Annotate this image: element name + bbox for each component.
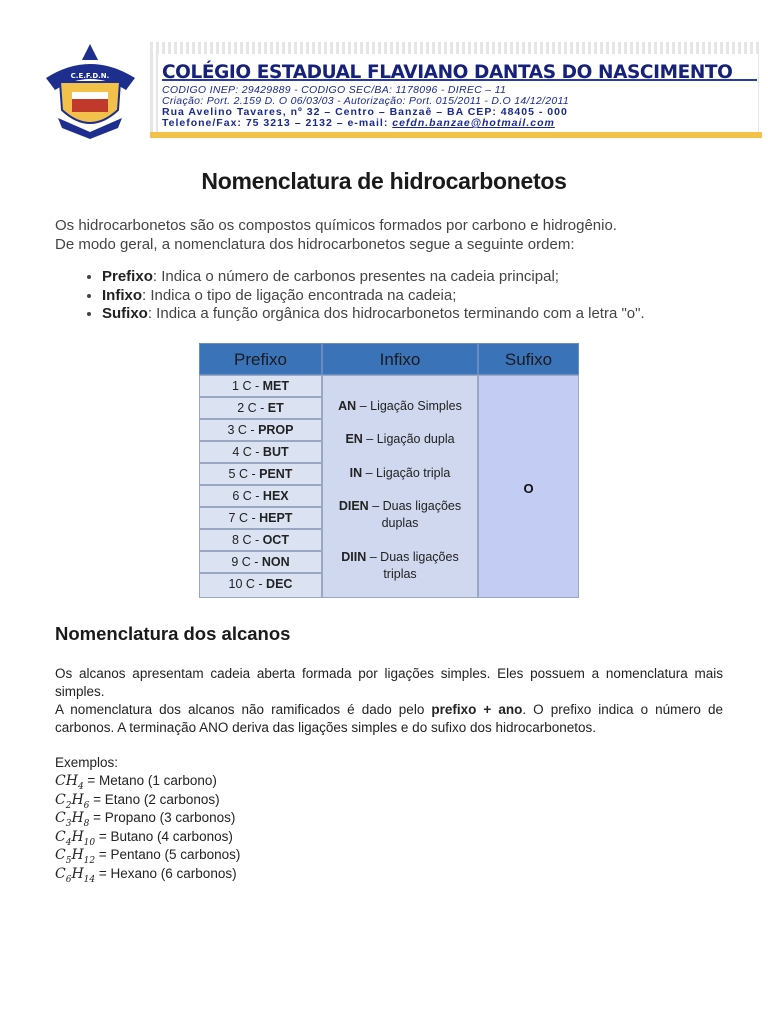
crest-lettering: C.E.F.D.N. <box>70 72 110 80</box>
prefix-cell: 10 C - DEC <box>199 573 322 598</box>
example-item: $C_2H_6 = Etano$ (2 carbonos) <box>55 792 220 811</box>
infix-item: EN – Ligação dupla <box>345 432 455 446</box>
school-header <box>38 40 733 140</box>
example-item: $C_6H_{14}$ = Hexano (6 carbonos) <box>55 866 237 885</box>
example-item: $C_5H_{12} = Pentano$ (5 carbonos) <box>55 847 241 866</box>
header-creation: Criação: Port. 2.159 D. O 06/03/03 - Autorização: Port. 015/2011 - D.O 14/12/2011 <box>162 95 569 107</box>
prefix-cell: 2 C - ET <box>199 397 322 419</box>
example-item: $C_4H_{10} = Butano$ (4 carbonos) <box>55 829 233 848</box>
chemical-formula: $C_5H_{12}$ <box>55 847 96 866</box>
chemical-formula: $C_6H_{14}$ <box>55 866 96 885</box>
suffix-cell: O <box>478 375 579 598</box>
example-item: $CH_4 = Metano$ (1 carbono) <box>55 773 217 792</box>
prefix-cell: 3 C - PROP <box>199 419 322 441</box>
prefix-cell: 4 C - BUT <box>199 441 322 463</box>
infix-item: DIEN – Duas ligações duplas <box>338 499 462 530</box>
header-contact: Telefone/Fax: 75 3213 – 2132 – e-mail: cefdn.banzae@hotmail.com <box>162 117 555 129</box>
header-gold-stripe <box>150 132 762 138</box>
examples-title: Exemplos: <box>55 755 119 770</box>
school-name: COLÉGIO ESTADUAL FLAVIANO DANTAS DO NASCIMENTO <box>162 62 733 83</box>
prefix-cell: 7 C - HEPT <box>199 507 322 529</box>
chemical-formula: $CH_4$ <box>55 773 84 792</box>
intro-paragraph: Os hidrocarbonetos são os compostos químicos formados por carbono e hidrogênio. De modo geral, a nomenclatura dos hidrocarbonetos segue a seguinte ordem: <box>55 217 617 253</box>
prefix-cell: 5 C - PENT <box>199 463 322 485</box>
bullet-sufixo: • Sufixo: Indica a função orgânica dos hidrocarbonetos terminando com a letra "o". <box>102 305 768 324</box>
chemical-formula: $C_3H_8$ <box>55 810 90 829</box>
bullet-infixo: • Infixo: Indica o tipo de ligação encontrada na cadeia; <box>102 287 768 306</box>
nomenclature-table <box>199 343 579 598</box>
infix-item: DIIN – Duas ligações triplas <box>341 550 459 581</box>
header-codes: CODIGO INEP: 29429889 - CODIGO SEC/BA: 1178096 - DIREC – 11 <box>162 84 507 96</box>
chemical-formula: $C_2H_6$ <box>55 792 90 811</box>
infix-item: IN – Ligação tripla <box>349 466 451 480</box>
prefix-cell: 9 C - NON <box>199 551 322 573</box>
example-item: $C_3H_8$ = Propano (3 carbonos) <box>55 810 236 829</box>
infix-column <box>322 375 478 598</box>
email-link[interactable]: cefdn.banzae@hotmail.com <box>392 117 555 129</box>
prefix-cell: 6 C - HEX <box>199 485 322 507</box>
nomenclature-bullets <box>82 268 768 324</box>
alcanos-paragraph-2: A nomenclatura dos alcanos não ramificados é dado pelo prefixo + ano. O prefixo indica o número de carbonos. A terminação ANO deriva das ligações simples e do sufixo dos hidrocarbonetos. <box>55 702 723 735</box>
header-prefixo: Prefixo <box>199 343 322 375</box>
school-crest-logo <box>38 40 143 140</box>
prefix-cell: 8 C - OCT <box>199 529 322 551</box>
section-heading-alcanos: Nomenclatura dos alcanos <box>55 623 291 644</box>
alcanos-paragraph-1: Os alcanos apresentam cadeia aberta formada por ligações simples. Eles possuem a nomenclatura mais simples. <box>55 666 723 699</box>
infix-item: AN – Ligação Simples <box>338 399 462 413</box>
header-infixo: Infixo <box>322 343 478 375</box>
bullet-prefixo: • Prefixo: Indica o número de carbonos presentes na cadeia principal; <box>102 268 768 287</box>
page-title: Nomenclatura de hidrocarbonetos <box>201 168 567 194</box>
chemical-formula: $C_4H_{10}$ <box>55 829 96 848</box>
header-sufixo: Sufixo <box>478 343 579 375</box>
prefix-cell: 1 C - MET <box>199 375 322 397</box>
header-address: Rua Avelino Tavares, nº 32 – Centro – Banzaê – BA CEP: 48405 - 000 <box>162 106 568 118</box>
